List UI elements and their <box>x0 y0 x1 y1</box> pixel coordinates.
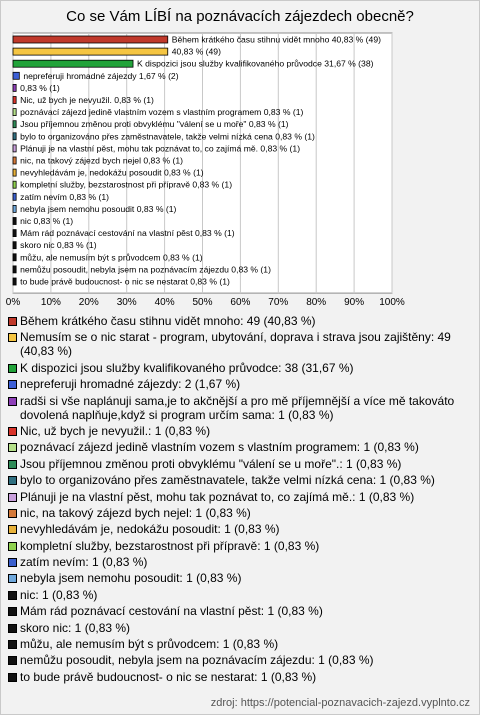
legend-swatch <box>8 640 17 649</box>
chart-title: Co se Vám LÍBÍ na poznávacích zájezdech obecně? <box>66 8 414 25</box>
bar <box>13 254 16 261</box>
legend-item <box>8 653 474 667</box>
bar-label: nic 0,83 % (1) <box>20 216 74 226</box>
legend-item <box>8 522 474 536</box>
legend-label: můžu, ale nemusím být s průvodcem: 1 (0,83 %) <box>20 637 279 652</box>
bar <box>13 84 16 91</box>
bar-label: nic, na takový zájezd bych nejel 0,83 % (1) <box>20 155 184 166</box>
legend-item <box>8 621 474 635</box>
bar <box>13 109 16 116</box>
bar-label: Nic, už bych je nevyužil. 0,83 % (1) <box>20 95 154 105</box>
x-tick-label: 100% <box>379 297 405 309</box>
x-tick-label: 70% <box>268 297 289 309</box>
bar <box>13 145 16 152</box>
legend-label: kompletní služby, bezstarostnost při přípravě: 1 (0,83 %) <box>20 538 320 553</box>
legend-item <box>8 473 474 487</box>
legend-item <box>8 490 474 504</box>
bar-label: nemůžu posoudit, nebyla jsem na poznávacím zájezdu 0,83 % (1) <box>20 264 271 275</box>
bar-label: Plánuji je na vlastní pěst, mohu tak poznávat to, co zajímá mě. 0,83 % (1) <box>20 143 301 154</box>
legend-swatch <box>8 460 17 469</box>
bar <box>13 48 168 55</box>
legend-item <box>8 361 474 375</box>
legend-label: Během krátkého času stihnu vidět mnoho: 49 (40,83 %) <box>20 314 316 328</box>
legend-label: Jsou příjemnou změnou proti obvyklému "válení se u moře".: 1 (0,83 %) <box>20 456 402 471</box>
bar-label: skoro nic 0,83 % (1) <box>20 240 97 251</box>
bar <box>13 36 168 43</box>
source-note: zdroj: https://potencial-poznavacich-zajezd.vyplnto.cz <box>210 697 470 709</box>
legend-swatch <box>8 509 17 518</box>
bar-label: 0,83 % (1) <box>20 82 60 93</box>
x-tick-label: 0% <box>5 297 21 309</box>
legend-label: nebyla jsem nemohu posoudit: 1 (0,83 %) <box>20 571 242 586</box>
legend-swatch <box>8 476 17 485</box>
legend-label: zatím nevím: 1 (0,83 %) <box>20 555 148 570</box>
legend-label: poznávací zájezd jedině vlastním vozem s vlastním programem: 1 (0,83 %) <box>20 440 419 455</box>
bar <box>13 121 16 128</box>
legend-item <box>8 588 474 602</box>
legend-swatch <box>8 574 17 583</box>
legend-swatch <box>8 558 17 567</box>
bar-label: poznávací zájezd jedině vlastním vozem s vlastním programem 0,83 % (1) <box>20 107 304 118</box>
legend-swatch <box>8 542 17 551</box>
legend-item <box>8 555 474 569</box>
legend-label: nic, na takový zájezd bych nejel: 1 (0,83 %) <box>20 505 251 520</box>
legend-swatch <box>8 427 17 436</box>
legend-label: Plánuji je na vlastní pěst, mohu tak poznávat to, co zajímá mě.: 1 (0,83 %) <box>20 489 415 504</box>
bar <box>13 181 16 188</box>
bar <box>13 230 16 237</box>
bar <box>13 218 16 225</box>
legend-item <box>8 506 474 520</box>
legend-item <box>8 424 474 438</box>
legend-swatch <box>8 397 17 406</box>
legend-item <box>8 670 474 684</box>
legend-item <box>8 604 474 618</box>
bar-label: kompletní služby, bezstarostnost při přípravě 0,83 % (1) <box>20 179 233 190</box>
legend-label: to bude právě budoucnost- o nic se nestarat: 1 (0,83 %) <box>20 669 317 684</box>
bar <box>13 72 19 79</box>
bar-label: 40,83 % (49) <box>171 46 221 57</box>
bar <box>13 157 16 164</box>
legend-swatch <box>8 607 17 616</box>
legend-label: nic: 1 (0,83 %) <box>20 587 98 602</box>
legend-item <box>8 314 474 328</box>
legend-swatch <box>8 624 17 633</box>
bar-label: bylo to organizováno přes zaměstnavatele, takže velmi nízká cena 0,83 % (1) <box>20 131 315 142</box>
bar <box>13 133 16 140</box>
legend-item <box>8 637 474 651</box>
legend-swatch <box>8 380 17 389</box>
legend-swatch <box>8 525 17 534</box>
legend-swatch <box>8 364 17 373</box>
legend-label: Nic, už bych je nevyužil.: 1 (0,83 %) <box>20 423 211 438</box>
bar-label: zatím nevím 0,83 % (1) <box>20 191 109 202</box>
legend-swatch <box>8 656 17 665</box>
x-tick-label: 50% <box>192 297 213 309</box>
bar-label: Mám rád poznávací cestování na vlastní pěst 0,83 % (1) <box>20 228 235 239</box>
x-tick-label: 10% <box>40 297 61 309</box>
legend-label: bylo to organizováno přes zaměstnavatele, takže velmi nízká cena: 1 (0,83 %) <box>20 473 435 488</box>
bar <box>13 97 16 104</box>
x-tick-label: 30% <box>116 297 137 309</box>
chart-legend <box>8 314 474 686</box>
bar-label: můžu, ale nemusím být s průvodcem 0,83 % (1) <box>20 252 203 263</box>
legend-item <box>8 457 474 471</box>
bar <box>13 205 16 212</box>
legend-label: K dispozici jsou služby kvalifikovaného průvodce: 38 (31,67 %) <box>20 360 354 375</box>
legend-item <box>8 539 474 553</box>
legend-label: Nemusím se o nic starat - program, ubytování, doprava i strava jsou zajištěny: 49 (40,83 %) <box>20 330 451 359</box>
x-tick-label: 20% <box>78 297 99 309</box>
legend-swatch <box>8 591 17 600</box>
bar-label: nepreferuji hromadné zájezdy 1,67 % (2) <box>23 70 179 81</box>
legend-item <box>8 440 474 454</box>
legend-label: nepreferuji hromadné zájezdy: 2 (1,67 %) <box>20 377 241 392</box>
legend-item <box>8 330 474 358</box>
legend-swatch <box>8 493 17 502</box>
bar-label: nevyhledávám je, nedokážu posoudit 0,83 % (1) <box>20 167 204 178</box>
x-tick-label: 90% <box>344 297 365 309</box>
legend-label: nemůžu posoudit, nebyla jsem na poznávacím zájezdu: 1 (0,83 %) <box>20 653 374 668</box>
legend-label: radši si vše naplánuji sama,je to akčnější a pro mě příjemnější a více mě takováto dovolená naplňuje,když si program určím sama: 1 (0,83 %) <box>20 393 455 422</box>
legend-swatch <box>8 317 17 326</box>
legend-item <box>8 394 474 422</box>
bar <box>13 266 16 273</box>
bar <box>13 169 16 176</box>
legend-label: nevyhledávám je, nedokážu posoudit: 1 (0,83 %) <box>20 522 280 537</box>
bar <box>13 60 133 67</box>
legend-swatch <box>8 333 17 342</box>
legend-swatch <box>8 443 17 452</box>
bar-label: Jsou příjemnou změnou proti obvyklému "válení se u moře" 0,83 % (1) <box>20 119 289 130</box>
bar-label: Během krátkého času stihnu vidět mnoho 40,83 % (49) <box>171 34 381 45</box>
bar <box>13 193 16 200</box>
bar-chart <box>0 0 480 312</box>
legend-item <box>8 571 474 585</box>
bar <box>13 278 16 285</box>
legend-item <box>8 377 474 391</box>
x-tick-label: 40% <box>154 297 175 309</box>
x-tick-label: 60% <box>230 297 251 309</box>
bar-label: K dispozici jsou služby kvalifikovaného průvodce 31,67 % (38) <box>137 58 374 69</box>
bar-label: nebyla jsem nemohu posoudit 0,83 % (1) <box>20 203 177 214</box>
legend-swatch <box>8 673 17 682</box>
bar <box>13 242 16 249</box>
x-tick-label: 80% <box>306 297 327 309</box>
bar-label: to bude právě budoucnost- o nic se nestarat 0,83 % (1) <box>20 276 230 287</box>
legend-label: Mám rád poznávací cestování na vlastní pěst: 1 (0,83 %) <box>20 604 323 619</box>
legend-label: skoro nic: 1 (0,83 %) <box>20 620 131 635</box>
